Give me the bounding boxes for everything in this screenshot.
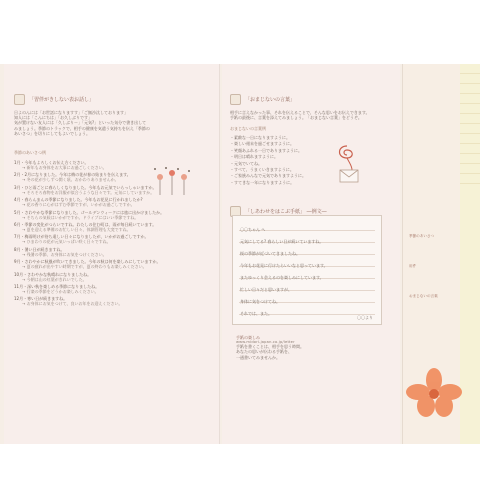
magic-word: ・楽しい週末を過ごせますように。 xyxy=(230,141,294,147)
letter-line: 忙しい日々だと思いますが、 xyxy=(240,287,292,292)
season-line: 2月・2月になりました。今年は梅の花が春の始まりを伝えます。 xyxy=(14,172,131,178)
side-note: おまじないの言葉 xyxy=(409,294,438,298)
letter-line: 〇〇ちゃん へ xyxy=(240,227,266,232)
letter-line: またゆっくり会えるのを楽しみにしています。 xyxy=(240,275,324,280)
star-icon xyxy=(230,94,241,105)
season-item xyxy=(14,197,198,207)
season-line: 7月・梅雨明けが待ち遠しい日々になりましたが、いかがお過ごしですか。 xyxy=(14,234,149,240)
letter-line: 桜の季節が近づいてきましたね。 xyxy=(240,251,300,256)
magic-word: ・すてきな一年になりますように。 xyxy=(230,179,295,185)
example-letter-card xyxy=(232,215,382,325)
season-reply: → 花の香りに心がはずむ季節ですが、いかがお過ごしですか。 xyxy=(22,202,135,208)
left-intro xyxy=(14,110,210,136)
season-reply: → 行楽の季節をどうかお楽しみください。 xyxy=(22,288,99,294)
intro-line: 気が置けない友人には「久しぶりー」「元気?」といった気分で書き出して xyxy=(14,120,147,126)
side-note: 季節のあいさつ xyxy=(409,234,435,238)
envelope-spiral-illustration xyxy=(332,138,362,186)
season-item xyxy=(14,210,198,220)
footer-url: www.midori-japan.co.jp/letter xyxy=(236,340,295,345)
season-line: 10月・さわやかな秋晴れになりましたね。 xyxy=(14,271,92,277)
season-reply: → 夏を迎える準備のお忙しい日々、体調管理も大変ですね。 xyxy=(22,226,131,232)
letter-body xyxy=(240,224,376,320)
season-reply: → 夏の疲れが出やすい時期ですが、夏の終わりもお楽しみください。 xyxy=(22,264,147,270)
season-reply: → 冬の花が少しずつ開く頃。おかわりありませんか。 xyxy=(22,177,119,183)
season-line: 1月・今年もよろしくお伝え方ください。 xyxy=(14,160,89,165)
season-item xyxy=(14,234,198,244)
intro-line: 相手に言えなかった事、それを伝えることで、そんな思いをお伝えできます。 xyxy=(230,110,370,115)
season-item xyxy=(14,259,198,269)
letter-signature: 〇〇より xyxy=(357,314,373,320)
season-reply: → 今朝は山の紅葉がきれいでした。 xyxy=(22,276,87,282)
left-section-heading xyxy=(14,94,94,105)
season-reply: → そろそろ春物をお洋服が似合うような日々です。元気にしていますか。 xyxy=(22,189,155,195)
season-line: 9月・さわやかに秋風が吹いてきました。今年の秋は何を楽しみにしていますか。 xyxy=(14,259,161,265)
side-note: 用件 xyxy=(409,264,417,268)
intro-line: 知人には「こんにちは」「お久しぶりです」 xyxy=(14,115,92,121)
letter-line: 今年もお花見に行けたらいいなと思っています。 xyxy=(240,263,328,268)
intro-line: 日よのんには「お世話になりますす」「ご無沙汰しております」 xyxy=(14,110,129,115)
magic-word: ・すべて、うまくいきますように。 xyxy=(230,167,294,173)
letter-line: 身体に気をつけてね。 xyxy=(240,299,280,304)
season-reply: → そちらの気候はいかがですか。ドライブにはいい季節ですね。 xyxy=(22,214,139,220)
magic-word: ・明日は晴れますように。 xyxy=(230,154,278,160)
words-heading: おまじないの言葉例 xyxy=(230,126,266,131)
season-line: 12月・寒い日が続きますね。 xyxy=(14,296,68,302)
season-item xyxy=(14,222,198,232)
season-item xyxy=(14,247,198,257)
left-heading-text: 「習伴がきしない表お話し」 xyxy=(29,97,95,103)
season-line: 3月・ひと雨ごとに春らしくなりました。今年もお元気でいらっしゃいますか。 xyxy=(14,184,157,190)
flowers-illustration xyxy=(152,166,192,196)
left-page xyxy=(4,64,220,444)
right-section-heading xyxy=(230,94,295,105)
season-item xyxy=(14,296,198,306)
season-item xyxy=(14,284,198,294)
season-reply: → お身体にお気をつけて、良いお年をお迎えください。 xyxy=(22,301,123,307)
footer-line: 手紙を書くことは、相手を思う時間。 xyxy=(236,344,304,350)
letter-line: 元気にしてる? 春らしい日が続いていますね。 xyxy=(240,239,324,244)
intro-line: 手紙の最後に、言葉を添えてみましょう。「おまじない言葉」をどうぞ。 xyxy=(230,115,362,121)
season-line: 6月・季節の変化がつらいですね。わたしの住む町は、雨が毎日続いています。 xyxy=(14,221,157,227)
right-intro xyxy=(230,110,395,120)
example-heading-text: 「しあわせをはこぶ手紙」 ―例文― xyxy=(245,209,327,215)
right-heading-text: 「おまじないの言葉」 xyxy=(245,97,296,103)
footer-title: 手紙の楽しみ xyxy=(236,335,260,340)
magic-word: ・ご家族みんなで元気でありますように。 xyxy=(230,173,306,179)
footer-note xyxy=(236,335,386,360)
season-reply: → ひまわりの花が元気いっぱい咲く日々ですね。 xyxy=(22,239,111,245)
season-reply: → 新年もお身体をお大事にお過ごしください。 xyxy=(22,165,107,170)
orange-flower-decoration xyxy=(404,366,464,426)
letter-icon xyxy=(14,94,25,105)
season-item xyxy=(14,272,198,282)
magic-word: ・素敵な一日になりますように。 xyxy=(230,135,290,140)
footer-text xyxy=(236,344,386,360)
footer-line: 一通書いてみませんか。 xyxy=(236,354,280,360)
intro-line: あいさつ」を切りにしてもよいでしょう。 xyxy=(14,130,90,136)
season-line: 11月・深い秋を楽しめる季節になりましたね。 xyxy=(14,283,100,289)
season-reply: → 残暑の季節、お身体にお気をつけください。 xyxy=(22,251,107,257)
seasons-heading: 季節のあいさつ例 xyxy=(14,150,46,155)
magic-word: ・元気でいてね。 xyxy=(230,160,262,166)
season-line: 5月・さわやかな季節になりました。ゴールデンウィークには旅に出かけましたか。 xyxy=(14,209,165,215)
season-line: 8月・暑い日が続きますね。 xyxy=(14,246,65,252)
magic-word: ・笑顔あふれる一日でありますように。 xyxy=(230,147,302,153)
intro-line: みましょう。季節のトラックで、相手の健康を気遣う気持ちを伝え「季節の xyxy=(14,125,150,131)
season-line: 4月・春らんまんの季節になりました。今年もお花見に行かれましたか? xyxy=(14,197,143,203)
footer-line: あなたの思いが伝わる手紙を、 xyxy=(236,349,292,355)
letter-line: それでは、また。 xyxy=(240,311,272,316)
